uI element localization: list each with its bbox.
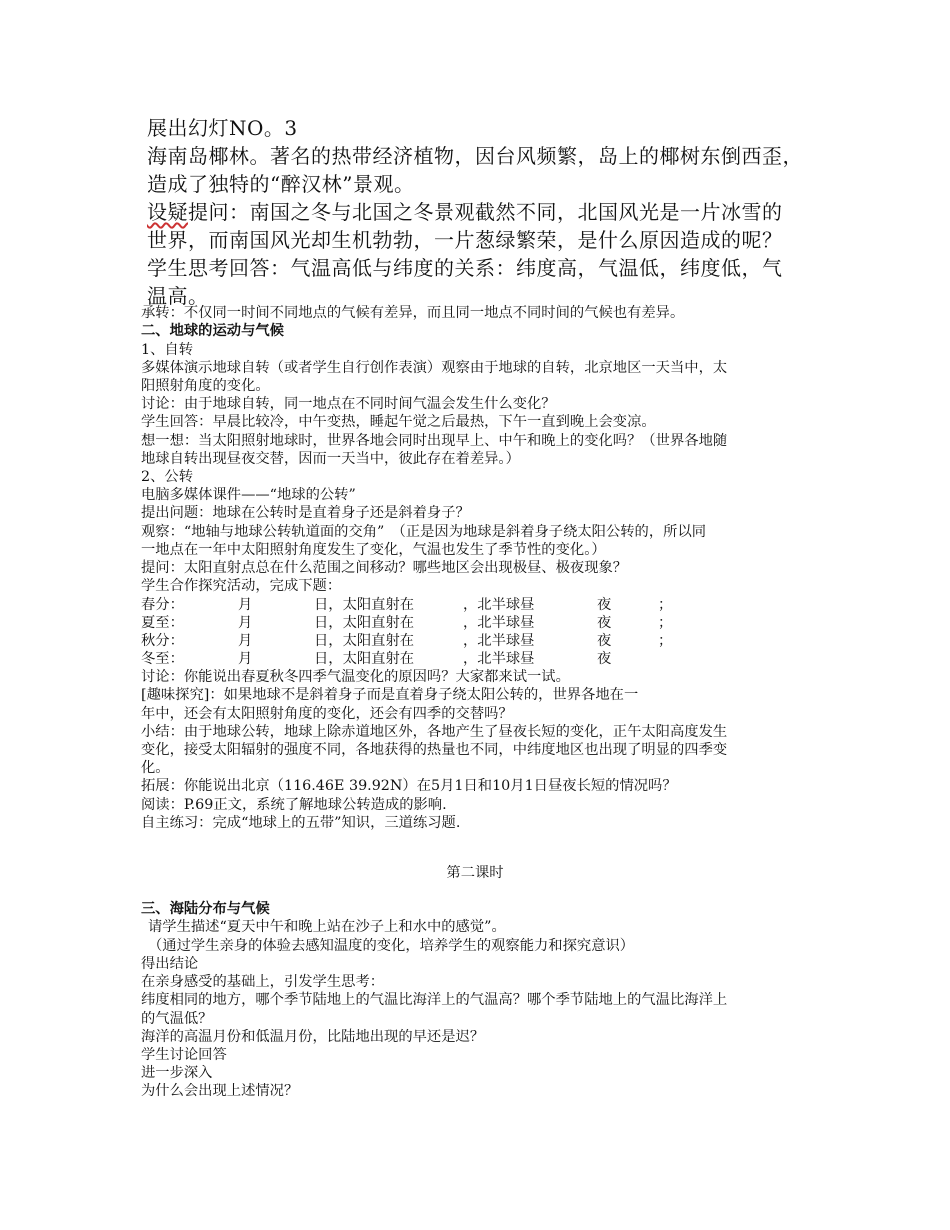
paragraph: 阅读：P.69正文，系统了解地球公转造成的影响.: [141, 797, 447, 813]
paragraph: 海洋的高温月份和低温月份，比陆地出现的早还是迟？: [141, 1029, 485, 1045]
subheading-rotation: 1、自转: [141, 342, 193, 358]
paragraph: 自主练习：完成“地球上的五带”知识，三道练习题.: [141, 815, 461, 831]
paragraph: 学生回答：早晨比较冷，中午变热，睡起午觉之后最热，下午一直到晚上会变凉。: [141, 414, 656, 430]
paragraph: 化。: [141, 760, 170, 776]
lesson-title: 第二课时: [446, 865, 504, 881]
section-3-heading: 三、海陆分布与气候: [141, 901, 270, 917]
slide-line-1: 展出幻灯NO。3: [147, 116, 298, 140]
paragraph: 一地点在一年中太阳照射角度发生了变化，气温也发生了季节性的变化。）: [141, 542, 606, 558]
slide-line-7: 温高。: [147, 284, 209, 308]
paragraph: 讨论：你能说出春夏秋冬四季气温变化的原因吗？大家都来试一试。: [141, 669, 570, 685]
slide-line-3: 造成了独特的“醉汉林”景观。: [147, 172, 415, 196]
paragraph: 小结：由于地球公转，地球上除赤道地区外，各地产生了昼夜长短的变化，正午太阳高度发生: [141, 724, 728, 740]
paragraph: 的气温低？: [141, 1011, 213, 1027]
paragraph: 学生讨论回答: [141, 1047, 227, 1063]
slide-line-4: [147, 198, 783, 226]
slide-line-2: 海南岛椰林。著名的热带经济植物，因台风频繁，岛上的椰树东倒西歪，: [147, 144, 803, 168]
paragraph: 提出问题：地球在公转时是直着身子还是斜着身子？: [141, 505, 470, 521]
paragraph: 变化，接受太阳辐射的强度不同，各地获得的热量也不同，中纬度地区也出现了明显的四季变: [141, 742, 728, 758]
spellcheck-word: 设疑: [147, 200, 188, 224]
paragraph: 阳照射角度的变化。: [141, 378, 270, 394]
transition-text: 承转：不仅同一时间不同地点的气候有差异，而且同一地点不同时间的气候也有差异。: [141, 305, 685, 321]
document-page: 展出幻灯NO。3 海南岛椰林。著名的热带经济植物，因台风频繁，岛上的椰树东倒西歪， 造成了独特的“醉汉林”景观。 设疑提问：南国之冬与北国之冬景观截然不同，北国风光是一片冰雪的 世界，而南国风光却生机勃勃，一片葱绿繁荣，是什么原因造成的呢？ 学生思考回答：气温高低与纬度的关系：纬度高，气温低，纬度低，气 温高。 承转：不仅同一时间不同地点的气候有差异，而且同一地点不同时间的气候也有差异。 二、地球的运动与气候 1、自转 多媒体演示地球自转（或者学生自行创作表演）观察由于地球的自转，北京地区一天当中，太 阳照射角度的变化。 讨论：由于地球自转，同一地点在不同时间气温会发生什么变化？ 学生回答：早晨比较冷，中午变热，睡起午觉之后最热，下午一直到晚上会变凉。 想一想：当太阳照射地球时，世界各地会同时出现早上、中午和晚上的变化吗？（世界各地随 地球自转出现昼夜交替，因而一天当中，彼此存在着差异。） 2、公转 电脑多媒体课件——“地球的公转” 提出问题：地球在公转时是直着身子还是斜着身子？ 观察：“地轴与地球公转轨道面的交角” （正是因为地球是斜着身子绕太阳公转的，所以同 一地点在一年中太阳照射角度发生了变化，气温也发生了季节性的变化。） 提问：太阳直射点总在什么范围之间移动？哪些地区会出现极昼、极夜现象？ 学生合作探究活动，完成下题： 春分： 月 日，太阳直射在 ，北半球昼 夜 ； 夏至： 月 日，太阳直射在 ，北半球昼 夜 ； 秋分： 月 日，太阳直射在 ，北半球昼 夜 ； 冬至： 月 日，太阳直射在 ，北半球昼 夜 讨论：你能说出春夏秋冬四季气温变化的原因吗？大家都来试一试。 [趣味探究]：如果地球不是斜着身子而是直着身子绕太阳公转的，世界各地在一 年中，还会有太阳照射角度的变化，还会有四季的交替吗？ 小结：由于地球公转，地球上除赤道地区外，各地产生了昼夜长短的变化，正午太阳高度发生 变化，接受太阳辐射的强度不同，各地获得的热量也不同，中纬度地区也出现了明显的四季变 化。 拓展：你能说出北京（116.46E 39.92N）在5月1日和10月1日昼夜长短的情况吗？ 阅读：P.69正文，系统了解地球公转造成的影响. 自主练习：完成“地球上的五带”知识，三道练习题. 第二课时 三、海陆分布与气候 请学生描述“夏天中午和晚上站在沙子上和水中的感觉”。 （通过学生亲身的体验去感知温度的变化，培养学生的观察能力和探究意识） 得出结论 在亲身感受的基础上，引发学生思考： 纬度相同的地方，哪个季节陆地上的气温比海洋上的气温高？哪个季节陆地上的气温比海洋上 的气温低？ 海洋的高温月份和低温月份，比陆地出现的早还是迟？ 学生讨论回答 进一步深入 为什么会出现上述情况？: [0, 0, 950, 1230]
paragraph: 得出结论: [141, 956, 199, 972]
slide-line-5: 世界，而南国风光却生机勃勃，一片葱绿繁荣，是什么原因造成的呢？: [147, 228, 783, 252]
paragraph: 为什么会出现上述情况？: [141, 1083, 299, 1099]
paragraph: 学生合作探究活动，完成下题：: [141, 578, 342, 594]
paragraph: 请学生描述“夏天中午和晚上站在沙子上和水中的感觉”。: [148, 919, 506, 935]
paragraph: 讨论：由于地球自转，同一地点在不同时间气温会发生什么变化？: [141, 396, 556, 412]
subheading-revolution: 2、公转: [141, 469, 193, 485]
paragraph: 电脑多媒体课件——“地球的公转”: [141, 487, 356, 503]
paragraph: [趣味探究]：如果地球不是斜着身子而是直着身子绕太阳公转的，世界各地在一: [141, 687, 639, 703]
paragraph: 拓展：你能说出北京（116.46E 39.92N）在5月1日和10月1日昼夜长短的情况吗？: [141, 778, 677, 794]
paragraph: 观察：“地轴与地球公转轨道面的交角” （正是因为地球是斜着身子绕太阳公转的，所以同: [141, 524, 707, 540]
slide-line-6: 学生思考回答：气温高低与纬度的关系：纬度高，气温低，纬度低，气: [147, 256, 783, 280]
paragraph: 进一步深入: [141, 1065, 213, 1081]
paragraph: 地球自转出现昼夜交替，因而一天当中，彼此存在着差异。）: [141, 451, 520, 467]
paragraph: 纬度相同的地方，哪个季节陆地上的气温比海洋上的气温高？哪个季节陆地上的气温比海洋上: [141, 992, 728, 1008]
section-2-heading: 二、地球的运动与气候: [141, 323, 284, 339]
paragraph: （通过学生亲身的体验去感知温度的变化，培养学生的观察能力和探究意识）: [148, 938, 635, 954]
slide-line-4-rest: 提问：南国之冬与北国之冬景观截然不同，北国风光是一片冰雪的: [188, 200, 783, 224]
paragraph: 在亲身感受的基础上，引发学生思考：: [141, 974, 385, 990]
paragraph: 年中，还会有太阳照射角度的变化，还会有四季的交替吗？: [141, 706, 513, 722]
paragraph: 想一想：当太阳照射地球时，世界各地会同时出现早上、中午和晚上的变化吗？（世界各地随: [141, 433, 728, 449]
paragraph: 多媒体演示地球自转（或者学生自行创作表演）观察由于地球的自转，北京地区一天当中，太: [141, 360, 728, 376]
paragraph: 提问：太阳直射点总在什么范围之间移动？哪些地区会出现极昼、极夜现象？: [141, 560, 628, 576]
